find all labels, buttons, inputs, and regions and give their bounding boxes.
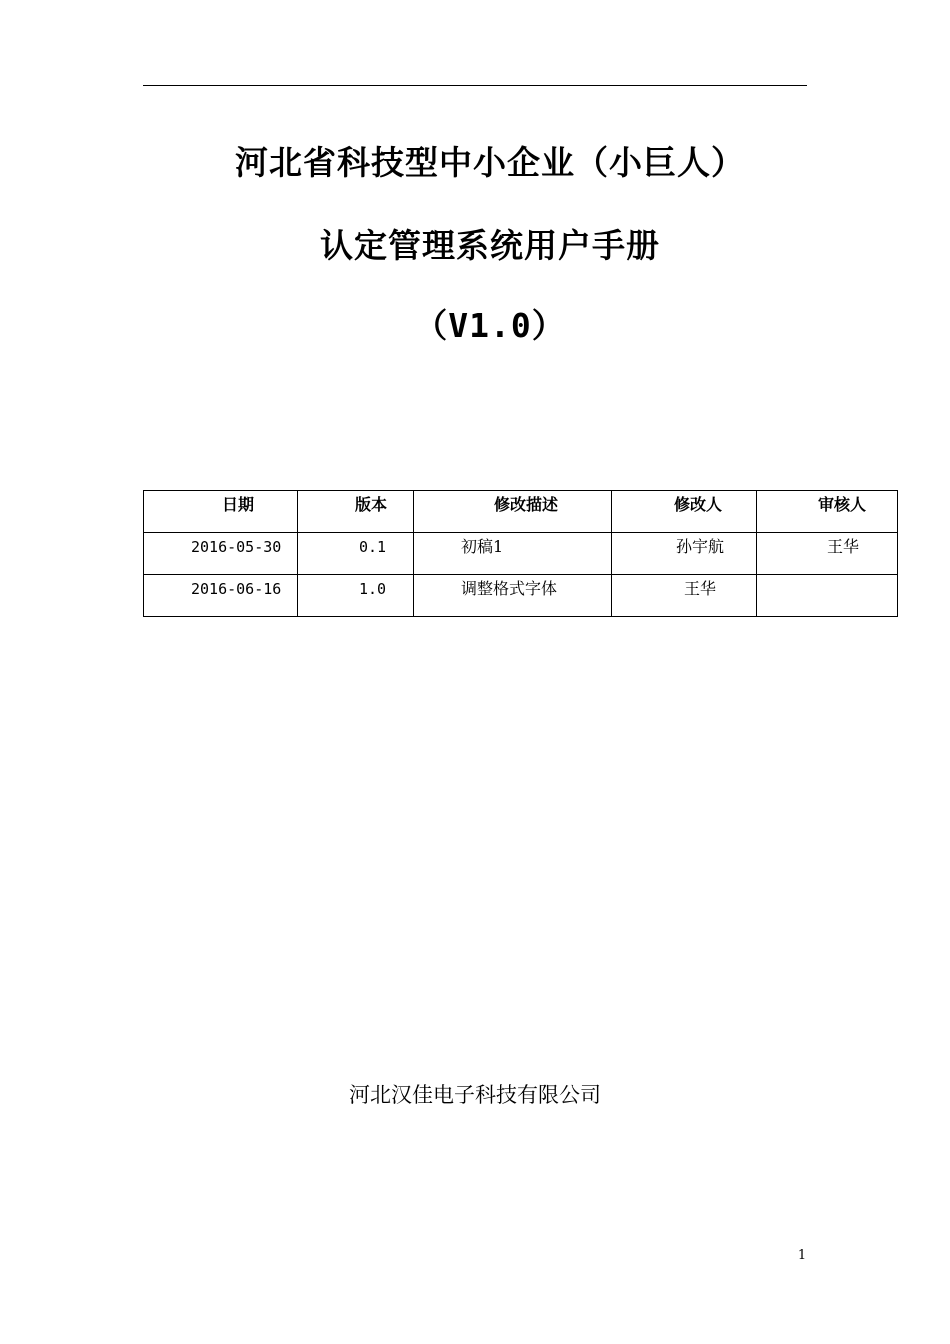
header-description: 修改描述 — [414, 491, 612, 533]
cell-date: 2016-06-16 — [144, 575, 298, 617]
table-header-row — [144, 491, 898, 533]
header-author: 修改人 — [612, 491, 757, 533]
company-name: 河北汉佳电子科技有限公司 — [349, 1083, 601, 1107]
header-reviewer: 审核人 — [757, 491, 898, 533]
document-version-title: （V1.0） — [414, 306, 566, 345]
header-date: 日期 — [144, 491, 298, 533]
document-title-line-1: 河北省科技型中小企业（小巨人） — [235, 143, 745, 182]
cell-date: 2016-05-30 — [144, 533, 298, 575]
cell-author: 王华 — [612, 575, 757, 617]
page-number: 1 — [797, 1248, 807, 1263]
cell-version: 1.0 — [298, 575, 414, 617]
table-row — [144, 575, 898, 617]
cell-author: 孙宇航 — [612, 533, 757, 575]
table-row — [144, 533, 898, 575]
revision-history-table — [143, 490, 898, 617]
cell-description: 初稿1 — [414, 533, 612, 575]
cell-reviewer — [757, 575, 898, 617]
cell-description: 调整格式字体 — [414, 575, 612, 617]
cell-version: 0.1 — [298, 533, 414, 575]
header-rule — [143, 85, 807, 86]
header-version: 版本 — [298, 491, 414, 533]
cell-reviewer: 王华 — [757, 533, 898, 575]
document-title-line-2: 认定管理系统用户手册 — [320, 226, 660, 265]
